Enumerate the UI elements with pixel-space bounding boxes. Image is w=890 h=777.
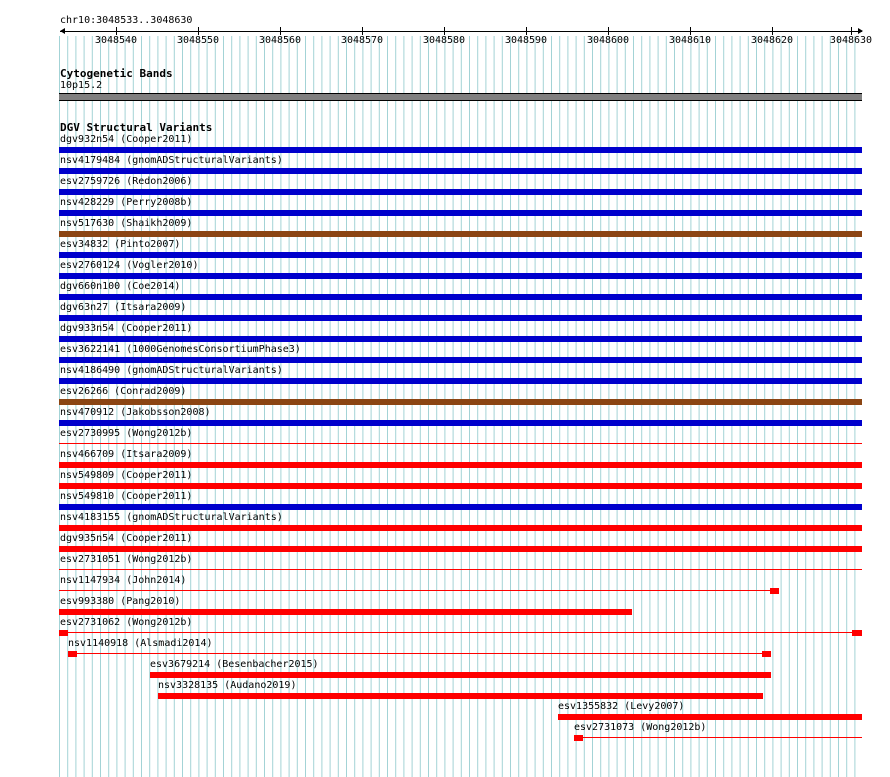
variant-label[interactable]: nsv4183155 (gnomADStructuralVariants) — [60, 512, 283, 523]
variant-bar[interactable] — [59, 189, 862, 195]
variant-label[interactable]: esv3679214 (Besenbacher2015) — [150, 659, 319, 670]
variant-bar[interactable] — [59, 378, 862, 384]
variant-bar[interactable] — [68, 651, 77, 657]
variant-bar[interactable] — [59, 590, 771, 591]
ruler-tick-mark — [851, 27, 852, 35]
variant-bar[interactable] — [59, 420, 862, 426]
variant-label[interactable]: nsv4179484 (gnomADStructuralVariants) — [60, 155, 283, 166]
ruler-tick-label: 3048620 — [750, 35, 794, 46]
ruler-arrow-right — [858, 28, 863, 34]
variant-bar[interactable] — [59, 147, 862, 153]
variant-label[interactable]: dgv63n27 (Itsara2009) — [60, 302, 187, 313]
variant-bar[interactable] — [59, 632, 862, 633]
variant-label[interactable]: nsv470912 (Jakobsson2008) — [60, 407, 211, 418]
cytoband-label: 10p15.2 — [60, 80, 103, 91]
variant-bar[interactable] — [59, 630, 68, 636]
ruler-tick-mark — [280, 27, 281, 35]
ruler-tick-label: 3048580 — [422, 35, 466, 46]
ruler-tick-mark — [198, 27, 199, 35]
variant-bar[interactable] — [574, 737, 862, 738]
variant-bar[interactable] — [59, 504, 862, 510]
variant-label[interactable]: esv34832 (Pinto2007) — [60, 239, 181, 250]
cytoband-bar[interactable] — [59, 93, 862, 101]
variant-label[interactable]: esv26266 (Conrad2009) — [60, 386, 187, 397]
variant-label[interactable]: nsv3328135 (Audano2019) — [158, 680, 297, 691]
ruler-tick-mark — [444, 27, 445, 35]
ruler-tick-mark — [772, 27, 773, 35]
variant-bar[interactable] — [59, 252, 862, 258]
variant-label[interactable]: nsv549809 (Cooper2011) — [60, 470, 193, 481]
variant-label[interactable]: dgv933n54 (Cooper2011) — [60, 323, 193, 334]
variant-label[interactable]: nsv1147934 (John2014) — [60, 575, 187, 586]
ruler-tick-mark — [526, 27, 527, 35]
variant-bar[interactable] — [158, 693, 763, 699]
ruler-tick-label: 3048550 — [176, 35, 220, 46]
variant-label[interactable]: esv2760124 (Vogler2010) — [60, 260, 199, 271]
variant-label[interactable]: esv993380 (Pang2010) — [60, 596, 181, 607]
variant-bar[interactable] — [59, 546, 862, 552]
variant-bar[interactable] — [59, 315, 862, 321]
ruler-axis[interactable] — [60, 31, 862, 32]
variant-bar[interactable] — [59, 168, 862, 174]
variant-bar[interactable] — [558, 714, 862, 720]
variant-bar[interactable] — [59, 462, 862, 468]
variant-label[interactable]: dgv660n100 (Coe2014) — [60, 281, 181, 292]
variant-bar[interactable] — [59, 231, 862, 237]
variant-bar[interactable] — [770, 588, 779, 594]
variant-label[interactable]: dgv932n54 (Cooper2011) — [60, 134, 193, 145]
ruler-tick-label: 3048540 — [94, 35, 138, 46]
variant-label[interactable]: esv2759726 (Redon2006) — [60, 176, 193, 187]
variant-label[interactable]: nsv4186490 (gnomADStructuralVariants) — [60, 365, 283, 376]
ruler-position-label: chr10:3048533..3048630 — [60, 15, 193, 26]
dgv-track-title: DGV Structural Variants — [60, 121, 213, 134]
variant-label[interactable]: nsv549810 (Cooper2011) — [60, 491, 193, 502]
variant-bar[interactable] — [59, 609, 632, 615]
ruler-tick-mark — [608, 27, 609, 35]
variant-bar[interactable] — [59, 525, 862, 531]
variant-label[interactable]: nsv517630 (Shaikh2009) — [60, 218, 193, 229]
variant-bar[interactable] — [150, 672, 771, 678]
ruler-tick-label: 3048560 — [258, 35, 302, 46]
variant-bar[interactable] — [59, 294, 862, 300]
variant-label[interactable]: esv2731062 (Wong2012b) — [60, 617, 193, 628]
variant-bar[interactable] — [59, 399, 862, 405]
variant-bar[interactable] — [59, 273, 862, 279]
variant-bar[interactable] — [59, 483, 862, 489]
variant-label[interactable]: dgv935n54 (Cooper2011) — [60, 533, 193, 544]
ruler-tick-mark — [362, 27, 363, 35]
variant-label[interactable]: esv2731051 (Wong2012b) — [60, 554, 193, 565]
ruler-tick-label: 3048570 — [340, 35, 384, 46]
variant-label[interactable]: esv2730995 (Wong2012b) — [60, 428, 193, 439]
cytoband-track-title: Cytogenetic Bands — [60, 67, 173, 80]
variant-label[interactable]: esv1355832 (Levy2007) — [558, 701, 685, 712]
variant-bar[interactable] — [59, 569, 862, 570]
variant-bar[interactable] — [59, 443, 862, 444]
variant-label[interactable]: nsv1140918 (Alsmadi2014) — [68, 638, 213, 649]
variant-label[interactable]: esv2731073 (Wong2012b) — [574, 722, 707, 733]
variant-bar[interactable] — [574, 735, 583, 741]
variant-label[interactable]: nsv428229 (Perry2008b) — [60, 197, 193, 208]
ruler-tick-mark — [690, 27, 691, 35]
variant-label[interactable]: esv3622141 (1000GenomesConsortiumPhase3) — [60, 344, 301, 355]
ruler-tick-label: 3048590 — [504, 35, 548, 46]
ruler-tick-mark — [116, 27, 117, 35]
variant-bar[interactable] — [59, 357, 862, 363]
variant-bar[interactable] — [59, 210, 862, 216]
variant-bar[interactable] — [59, 336, 862, 342]
ruler-arrow-left — [60, 28, 65, 34]
ruler-tick-label: 3048610 — [668, 35, 712, 46]
variant-bar[interactable] — [68, 653, 771, 654]
variant-bar[interactable] — [852, 630, 862, 636]
ruler-tick-label: 3048630 — [829, 35, 873, 46]
variant-label[interactable]: nsv466709 (Itsara2009) — [60, 449, 193, 460]
ruler-tick-label: 3048600 — [586, 35, 630, 46]
variant-bar[interactable] — [762, 651, 771, 657]
